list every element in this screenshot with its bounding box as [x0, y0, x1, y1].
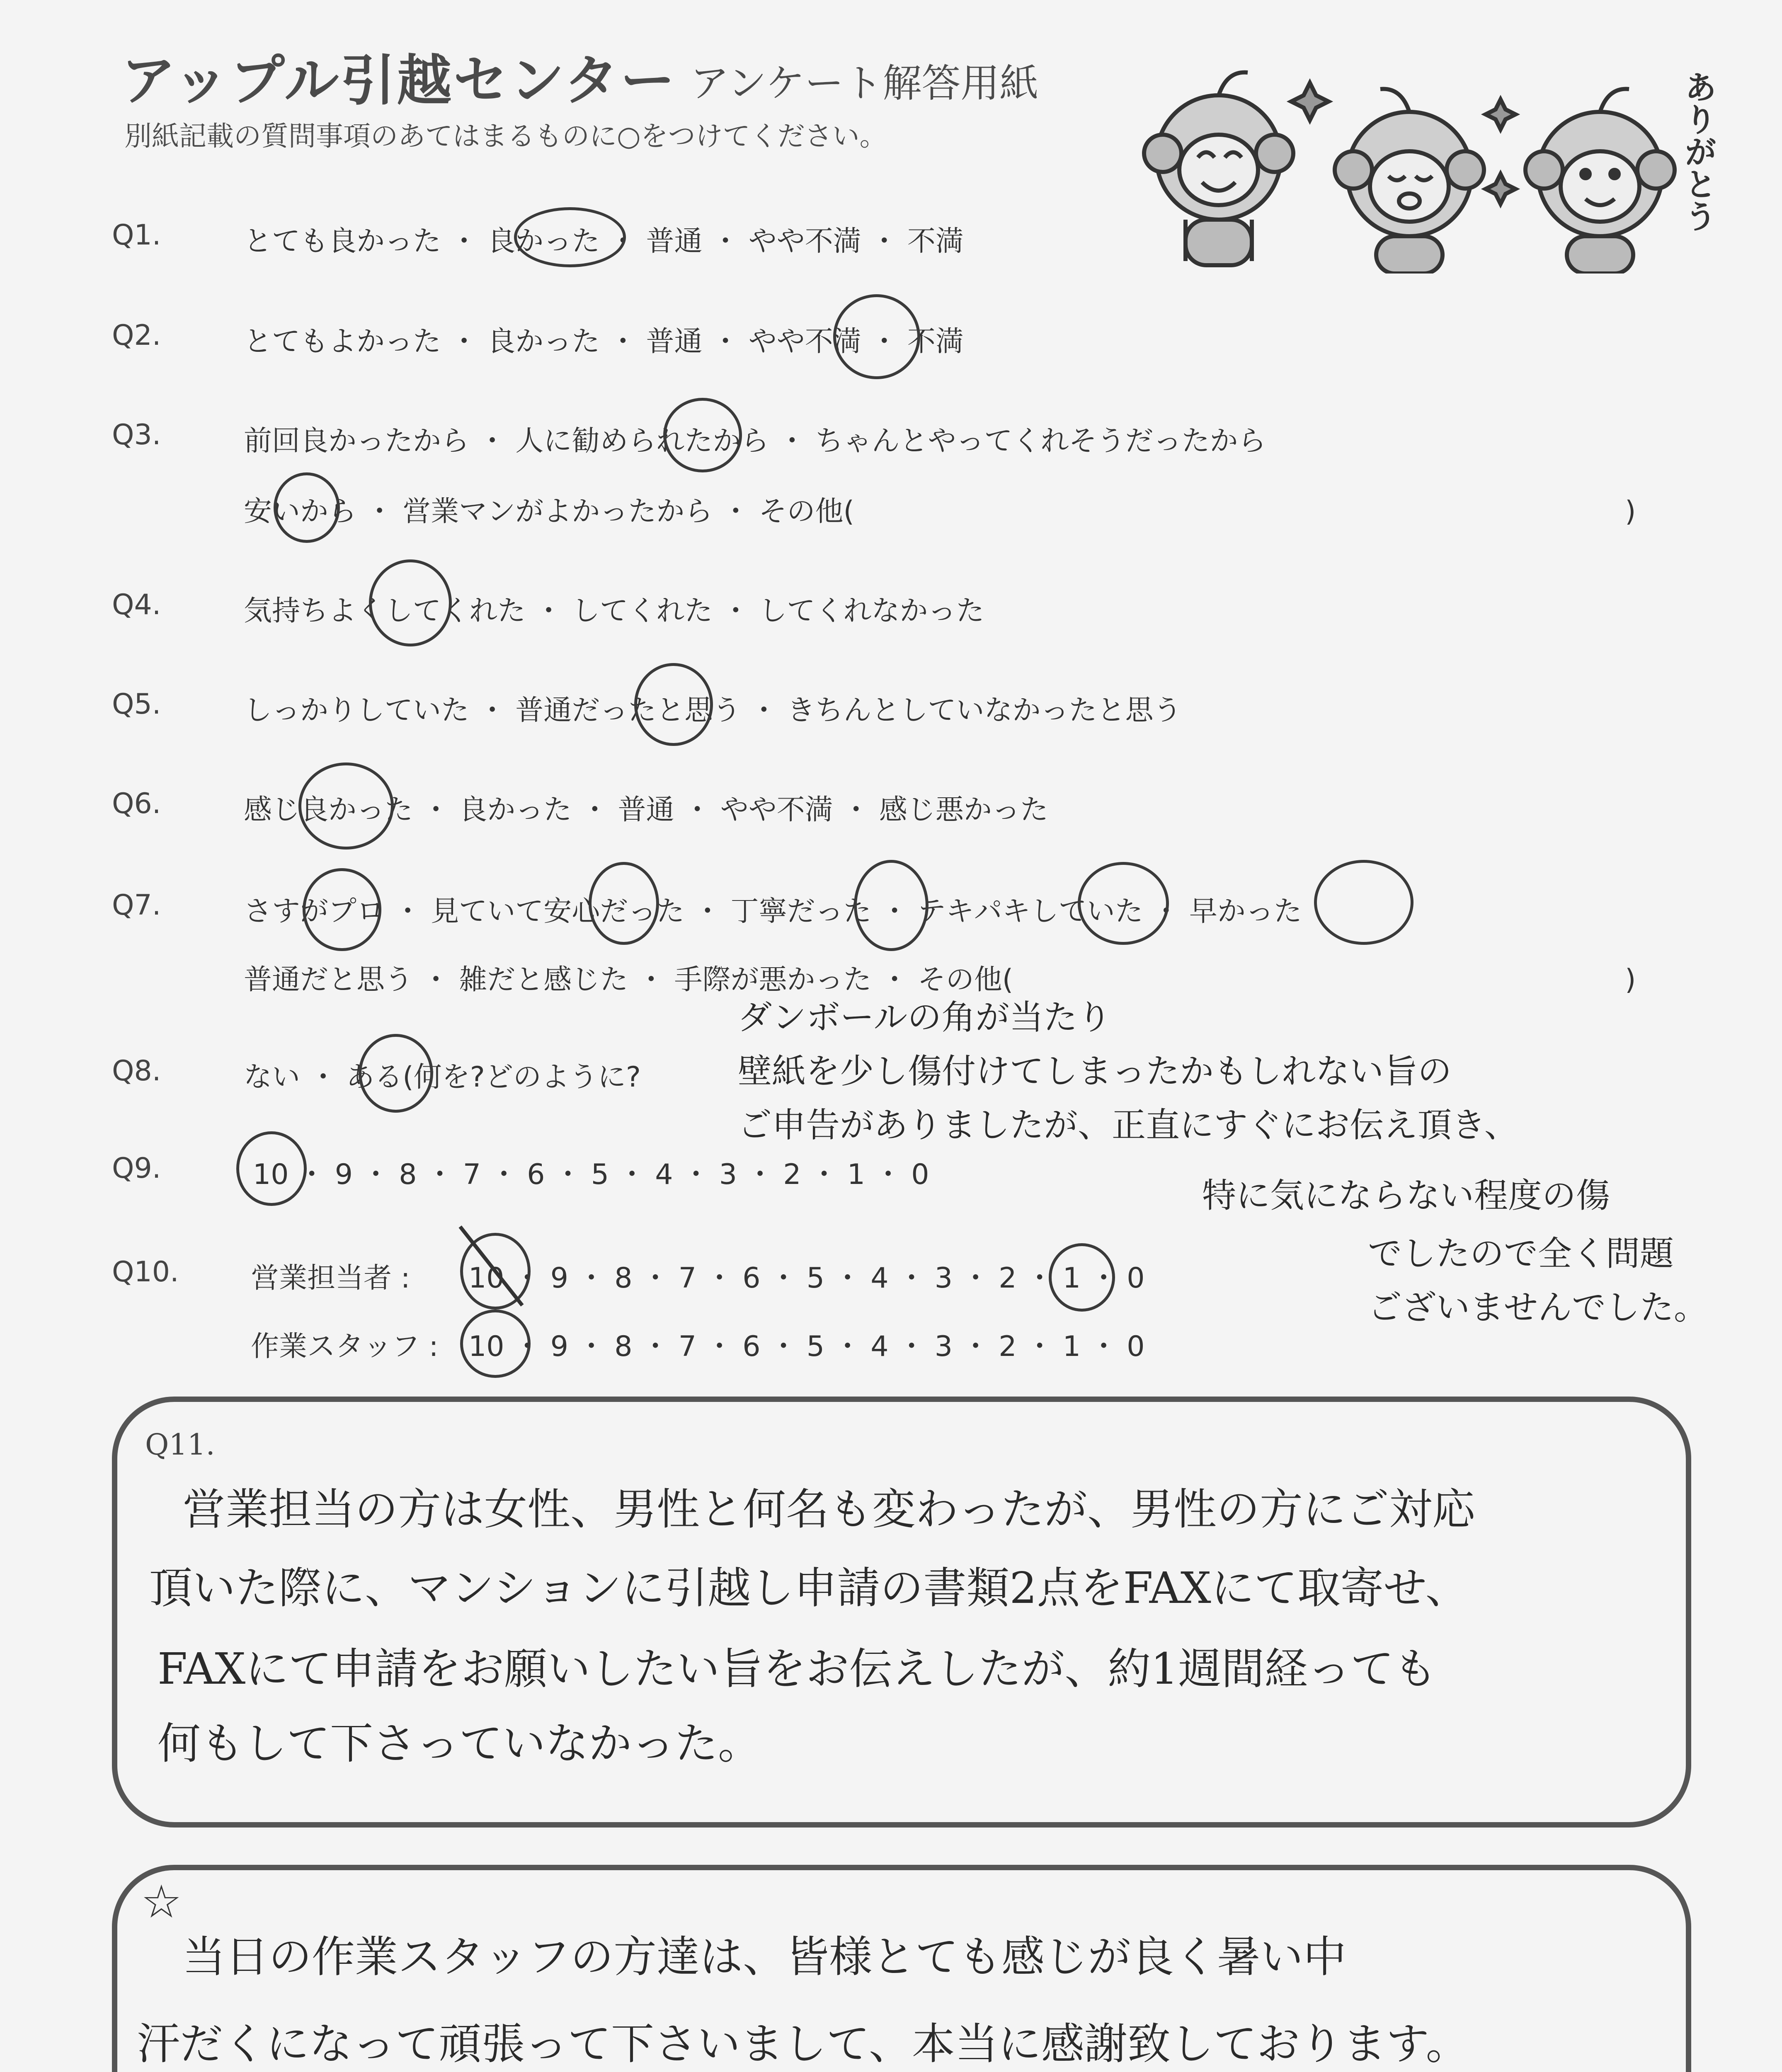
q9-answer-circle [236, 1131, 307, 1206]
q10-label: Q10. [112, 1256, 179, 1288]
q8-options[interactable]: ない ・ ある(何を?どのように? [244, 1061, 641, 1094]
q8-handwritten-line-3: ご申告がありましたが、正直にすぐにお伝え頂き、 [738, 1106, 1518, 1145]
comment-handwritten-line-1: 当日の作業スタッフの方達は、皆様とても感じが良く暑い中 [182, 1932, 1347, 1982]
q1-label: Q1. [112, 219, 161, 252]
q11-handwritten-line-3: FAXにて申請をお願いしたい旨をお伝えしたが、約1週間経っても [158, 1644, 1437, 1694]
page-title: アップル引越センター [121, 49, 677, 113]
q1-options[interactable]: とても良かった ・ 良かった ・ 普通 ・ やや不満 ・ 不満 [244, 225, 964, 258]
q7-options-line2[interactable]: 普通だと思う ・ 雑だと感じた ・ 手際が悪かった ・ その他( [244, 963, 1013, 996]
q2-answer-circle [833, 294, 920, 379]
q8-label: Q8. [112, 1055, 161, 1087]
q11-handwritten-line-2: 頂いた際に、マンションに引越し申請の書類2点をFAXにて取寄せ、 [149, 1563, 1469, 1613]
q8-handwritten-line-2: 壁紙を少し傷付けてしまったかもしれない旨の [738, 1052, 1452, 1091]
star-mark: ☆ [141, 1875, 182, 1928]
q10-sales-scale[interactable]: 10 ・ 9 ・ 8 ・ 7 ・ 6 ・ 5 ・ 4 ・ 3 ・ 2 ・ 1 ・ 0 [468, 1262, 1145, 1295]
q7-label: Q7. [112, 889, 161, 922]
q8-answer-circle [359, 1034, 433, 1113]
q4-label: Q4. [112, 588, 161, 621]
q5-label: Q5. [112, 688, 161, 721]
q7-answer-circle-5 [1314, 860, 1413, 945]
q4-options[interactable]: 気持ちよくしてくれた ・ してくれた ・ してくれなかった [244, 595, 984, 627]
q3-options-line1[interactable]: 前回良かったから ・ 人に勧められたから ・ ちゃんとやってくれそうだったから [244, 425, 1266, 457]
q2-label: Q2. [112, 319, 161, 352]
q7-answer-circle-3 [854, 860, 929, 951]
q7-options-line1[interactable]: さすがプロ ・ 見ていて安心だった ・ 丁寧だった ・ テキパキしていた ・ 早かった [244, 895, 1302, 928]
q10-staff-scale[interactable]: 10 ・ 9 ・ 8 ・ 7 ・ 6 ・ 5 ・ 4 ・ 3 ・ 2 ・ 1 ・ 0 [468, 1330, 1145, 1363]
q6-label: Q6. [112, 787, 161, 820]
q6-answer-circle [298, 762, 394, 850]
mascot-illustration [1136, 58, 1708, 274]
q2-options[interactable]: とてもよかった ・ 良かった ・ 普通 ・ やや不満 ・ 不満 [244, 325, 964, 358]
q10-staff-label: 作業スタッフ : [251, 1330, 439, 1363]
instruction-text: 別紙記載の質問事項のあてはまるものに○をつけてください。 [124, 120, 887, 152]
q9-label: Q9. [112, 1152, 161, 1185]
q4-answer-circle [369, 559, 452, 646]
q8-handwritten-line-6: ございませんでした。 [1368, 1288, 1708, 1327]
q10-sales-label: 営業担当者 : [251, 1262, 410, 1295]
q8-handwritten-line-1: ダンボールの角が当たり [738, 998, 1112, 1037]
q10-sales-answer-circle [1049, 1243, 1115, 1312]
q7-answer-circle-4 [1078, 862, 1169, 945]
q10-sales-strike-mark [452, 1214, 535, 1314]
q3-label: Q3. [112, 419, 161, 451]
q3-options-line2[interactable]: 安いから ・ 営業マンがよかったから ・ その他( [244, 495, 854, 528]
q1-answer-circle [514, 207, 626, 267]
q7-other-close: ) [1625, 963, 1636, 996]
q6-options[interactable]: 感じ良かった ・ 良かった ・ 普通 ・ やや不満 ・ 感じ悪かった [244, 794, 1048, 826]
q3-answer-circle [663, 398, 742, 472]
mascot-caption: ありがとう [1679, 70, 1717, 232]
q7-answer-circle-2 [589, 862, 659, 945]
q8-handwritten-line-5: でしたので全く問題 [1368, 1234, 1674, 1273]
q11-handwritten-line-4: 何もして下さっていなかった。 [158, 1718, 761, 1769]
q9-scale[interactable]: 10 ・ 9 ・ 8 ・ 7 ・ 6 ・ 5 ・ 4 ・ 3 ・ 2 ・ 1 ・ 0 [253, 1158, 929, 1191]
q3-answer-circle-2 [274, 472, 340, 543]
q8-handwritten-line-4: 特に気にならない程度の傷 [1202, 1176, 1610, 1215]
q7-answer-circle-1 [303, 868, 381, 951]
q5-options[interactable]: しっかりしていた ・ 普通だったと思う ・ きちんとしていなかったと思う [244, 694, 1182, 727]
q11-handwritten-line-1: 営業担当の方は女性、男性と何名も変わったが、男性の方にご対応 [182, 1484, 1475, 1535]
q10-staff-answer-circle [460, 1310, 531, 1378]
comment-handwritten-line-2: 汗だくになって頑張って下さいまして、本当に感謝致しております。 [137, 2019, 1469, 2069]
q5-answer-circle [634, 663, 713, 746]
q3-other-close: ) [1625, 495, 1636, 528]
page-subtitle: アンケート解答用紙 [690, 61, 1039, 106]
q11-label: Q11. [145, 1428, 215, 1462]
